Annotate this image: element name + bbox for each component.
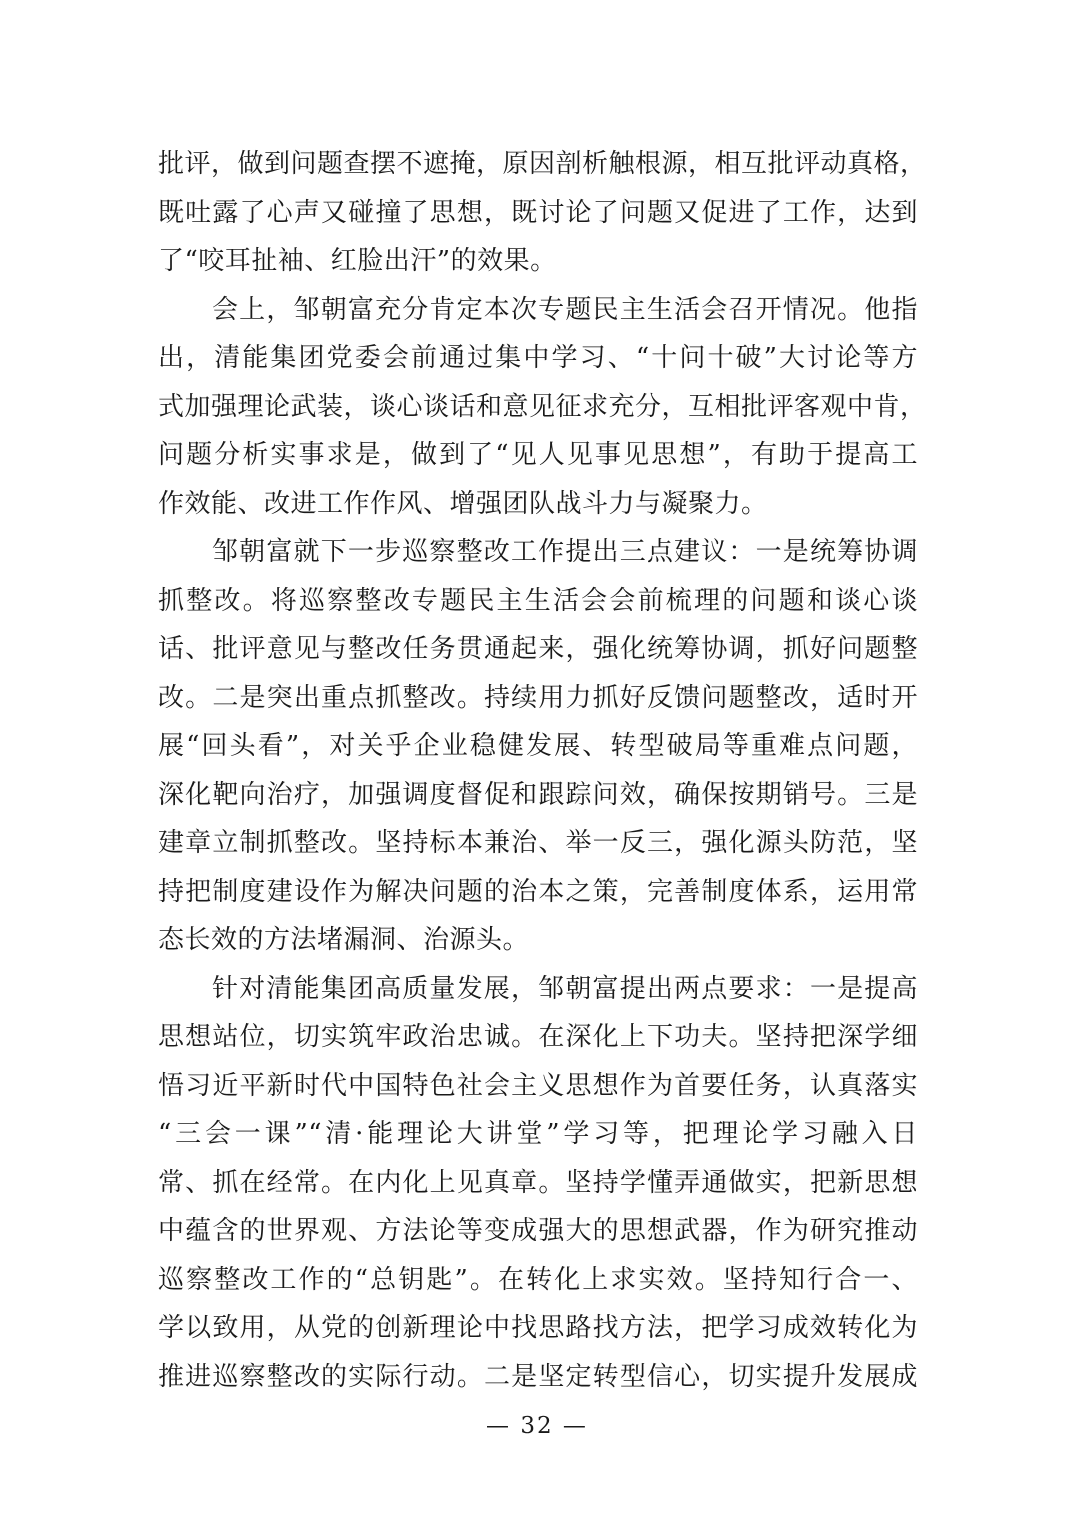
document-body bbox=[158, 140, 927, 1401]
text-line: “三会一课”“清·能理论大讲堂”学习等，把理论学习融入日 bbox=[158, 1119, 918, 1149]
text-line: 抓整改。将巡察整改专题民主生活会会前梳理的问题和谈心谈 bbox=[158, 585, 918, 616]
text-line: 态长效的方法堵漏洞、治源头。 bbox=[158, 925, 530, 955]
text-line: 作效能、改进工作作风、增强团队战斗力与凝聚力。 bbox=[158, 488, 768, 519]
text-line: 既吐露了心声又碰撞了思想，既讨论了问题又促进了工作，达到 bbox=[158, 197, 918, 228]
text-line: 式加强理论武装，谈心谈话和意见征求充分，互相批评客观中肯， bbox=[158, 391, 927, 422]
text-line: 中蕴含的世界观、方法论等变成强大的思想武器，作为研究推动 bbox=[158, 1216, 918, 1246]
text-line: 巡察整改工作的“总钥匙”。在转化上求实效。坚持知行合一、 bbox=[158, 1264, 918, 1295]
text-line: 针对清能集团高质量发展，邹朝富提出两点要求：一是提高 bbox=[212, 973, 918, 1004]
text-line: 邹朝富就下一步巡察整改工作提出三点建议：一是统筹协调 bbox=[212, 537, 918, 567]
text-line: 持把制度建设作为解决问题的治本之策，完善制度体系，运用常 bbox=[158, 876, 918, 907]
text-line: 展“回头看”，对关乎企业稳健发展、转型破局等重难点问题， bbox=[158, 731, 918, 761]
text-line: 会上，邹朝富充分肯定本次专题民主生活会召开情况。他指 bbox=[212, 294, 918, 325]
text-line: 问题分析实事求是，做到了“见人见事见思想”，有助于提高工 bbox=[158, 440, 918, 470]
text-line: 悟习近平新时代中国特色社会主义思想作为首要任务，认真落实 bbox=[158, 1070, 918, 1101]
text-line: 出，清能集团党委会前通过集中学习、“十问十破”大讨论等方 bbox=[158, 343, 918, 373]
text-line: 了“咬耳扯袖、红脸出汗”的效果。 bbox=[158, 246, 557, 276]
text-line: 学以致用，从党的创新理论中找思路找方法，把学习成效转化为 bbox=[158, 1313, 918, 1343]
text-line: 话、批评意见与整改任务贯通起来，强化统筹协调，抓好问题整 bbox=[158, 634, 918, 664]
text-line: 深化靶向治疗，加强调度督促和跟踪问效，确保按期销号。三是 bbox=[158, 779, 918, 810]
text-line: 思想站位，切实筑牢政治忠诚。在深化上下功夫。坚持把深学细 bbox=[158, 1022, 918, 1052]
text-line: 建章立制抓整改。坚持标本兼治、举一反三，强化源头防范，坚 bbox=[158, 828, 918, 858]
page-footer bbox=[0, 1408, 1074, 1444]
text-line: 批评，做到问题查摆不遮掩，原因剖析触根源，相互批评动真格， bbox=[158, 149, 927, 179]
page-number: — 32 — bbox=[486, 1413, 588, 1439]
text-line: 常、抓在经常。在内化上见真章。坚持学懂弄通做实，把新思想 bbox=[158, 1167, 918, 1198]
text-line: 改。二是突出重点抓整改。持续用力抓好反馈问题整改，适时开 bbox=[158, 682, 918, 713]
text-line: 推进巡察整改的实际行动。二是坚定转型信心，切实提升发展成 bbox=[158, 1361, 918, 1392]
